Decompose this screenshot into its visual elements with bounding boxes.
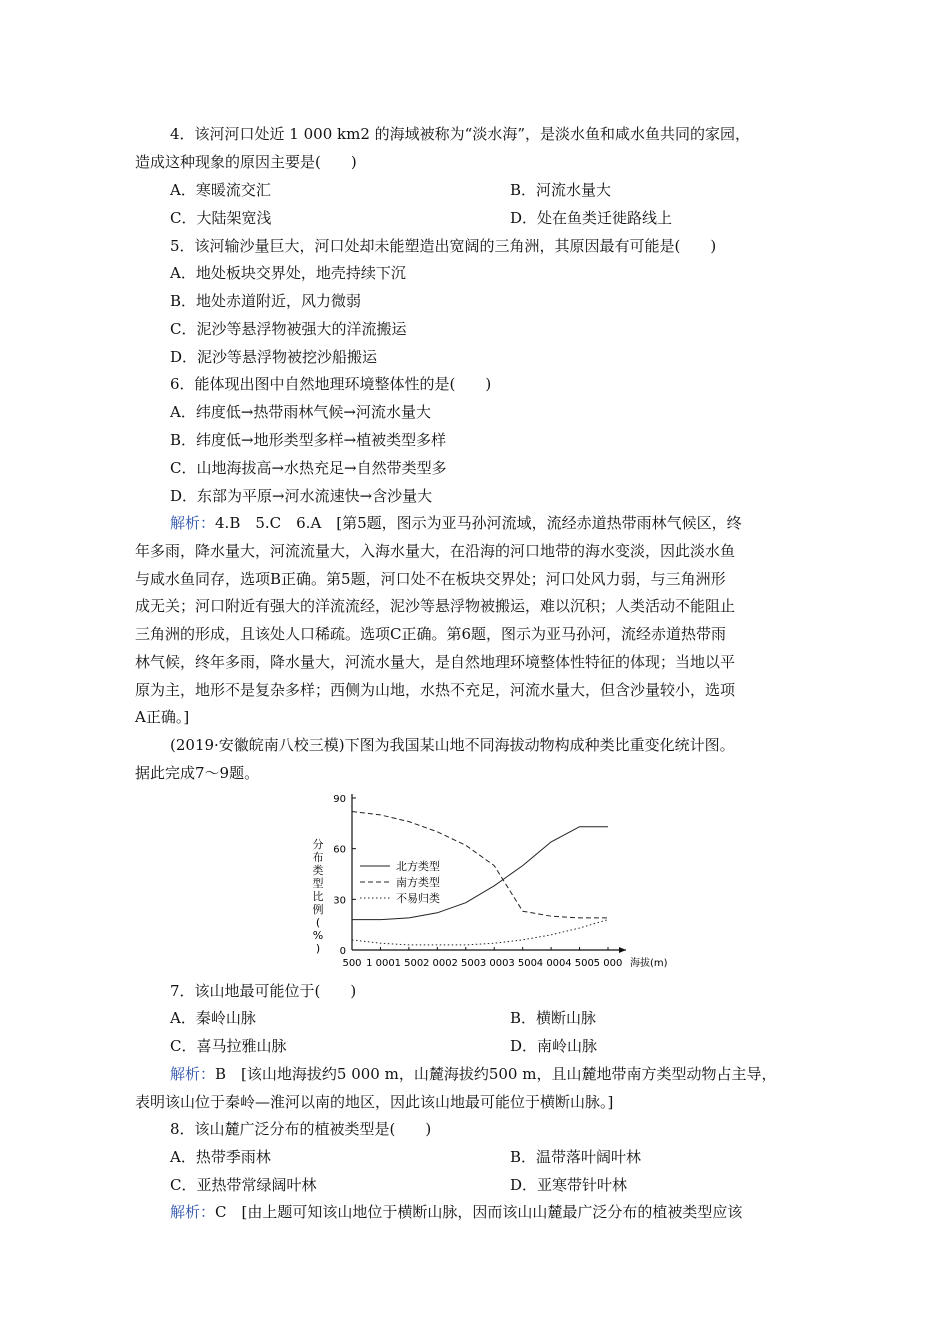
analysis1-line-6: 林气候，终年多雨，降水量大，河流水量大，是自然地理环境整体性特征的体现；当地以平 bbox=[135, 653, 736, 671]
analysis1-line-3: 与咸水鱼同存，选项B正确。第5题，河口处不在板块交界处；河口处风力弱，与三角洲形 bbox=[135, 570, 726, 588]
x-tick-label: 1 500 bbox=[394, 958, 424, 969]
analysis1-line-5: 三角洲的形成，且该处人口稀疏。选项C正确。第6题，图示为亚马孙河，流经赤道热带雨 bbox=[135, 625, 727, 643]
q6-option-d: D．东部为平原→河水流速快→含沙量大 bbox=[170, 487, 433, 505]
q6-stem: 6．能体现出图中自然地理环境整体性的是( ) bbox=[170, 375, 492, 393]
x-tick-label: 1 000 bbox=[366, 958, 395, 969]
q7-option-b: B．横断山脉 bbox=[510, 1009, 597, 1027]
analysis3-label: 解析： bbox=[170, 1203, 216, 1221]
x-tick-label: 3 000 bbox=[479, 958, 509, 969]
intro-line-2: 据此完成7～9题。 bbox=[135, 764, 260, 782]
q6-option-c: C．山地海拔高→水热充足→自然带类型多 bbox=[170, 459, 447, 477]
analysis1-line-8: A正确。] bbox=[135, 708, 190, 726]
y-tick-label: 90 bbox=[333, 794, 346, 805]
x-tick-label: 4 500 bbox=[565, 958, 594, 969]
q7-option-d: D．南岭山脉 bbox=[510, 1037, 598, 1055]
x-tick-label: 5 000 bbox=[593, 958, 623, 969]
q7-stem: 7．该山地最可能位于( ) bbox=[170, 982, 357, 1000]
series-line-0 bbox=[352, 827, 608, 920]
q5-option-d: D．泥沙等悬浮物被挖沙船搬运 bbox=[170, 348, 378, 366]
q5-option-a: A．地处板块交界处，地壳持续下沉 bbox=[170, 264, 406, 282]
x-tick-label: 4 000 bbox=[536, 958, 566, 969]
q7-option-a: A．秦岭山脉 bbox=[170, 1009, 256, 1027]
analysis1-line-7: 原为主，地形不是复杂多样；西侧为山地，水热不充足，河流水量大，但含沙量较小，选项 bbox=[135, 681, 736, 699]
q8-option-c: C．亚热带常绿阔叶林 bbox=[170, 1176, 317, 1194]
intro-line-1: (2019·安徽皖南八校三模)下图为我国某山地不同海拔动物构成种类比重变化统计图。 bbox=[170, 736, 735, 754]
q8-stem: 8．该山麓广泛分布的植被类型是( ) bbox=[170, 1120, 432, 1138]
q4-option-d: D．处在鱼类迁徙路线上 bbox=[510, 209, 673, 227]
analysis1-line-4: 成无关；河口附近有强大的洋流流经，泥沙等悬浮物被搬运，难以沉积；人类活动不能阻止 bbox=[135, 597, 736, 615]
q6-option-b: B．纬度低→地形类型多样→植被类型多样 bbox=[170, 431, 447, 449]
legend-label-0: 北方类型 bbox=[396, 860, 440, 873]
series-line-2 bbox=[352, 920, 608, 945]
x-tick-label: 2 000 bbox=[423, 958, 452, 969]
q5-stem: 5．该河输沙量巨大，河口处却未能塑造出宽阔的三角洲，其原因最有可能是( ) bbox=[170, 237, 717, 255]
q4-stem-line1: 4．该河河口处近 1 000 km2 的海域被称为“淡水海”，是淡水鱼和咸水鱼共同的家园， bbox=[170, 125, 750, 143]
analysis1-line-2: 年多雨，降水量大，河流流量大，入海水量大，在沿海的河口地带的海水变淡，因此淡水鱼 bbox=[135, 542, 736, 560]
legend-label-2: 不易归类 bbox=[396, 892, 440, 905]
q7-option-c: C．喜马拉雅山脉 bbox=[170, 1037, 287, 1055]
y-axis-label: 分布类型比例( % ) bbox=[312, 838, 324, 955]
series-line-1 bbox=[352, 812, 608, 918]
q4-stem-line2: 造成这种现象的原因主要是( ) bbox=[135, 153, 357, 171]
analysis1-line-1: 解析：4.B 5.C 6.A [第5题，图示为亚马孙河流域，流经赤道热带雨林气候区，终 bbox=[170, 514, 742, 532]
q8-option-b: B．温带落叶阔叶林 bbox=[510, 1148, 642, 1166]
q5-option-b: B．地处赤道附近，风力微弱 bbox=[170, 292, 362, 310]
analysis2-line-2: 表明该山位于秦岭—淮河以南的地区，因此该山地最可能位于横断山脉。] bbox=[135, 1093, 614, 1111]
x-tick-label: 3 500 bbox=[508, 958, 537, 969]
q4-option-b: B．河流水量大 bbox=[510, 181, 612, 199]
q4-option-c: C．大陆架宽浅 bbox=[170, 209, 272, 227]
altitude-distribution-chart bbox=[300, 790, 700, 975]
analysis2-label: 解析： bbox=[170, 1065, 216, 1083]
y-tick-label: 0 bbox=[339, 946, 346, 957]
analysis3-line-1: 解析：C [由上题可知该山地位于横断山脉，因而该山山麓最广泛分布的植被类型应该 bbox=[170, 1203, 743, 1221]
x-tick-label: 500 bbox=[342, 958, 362, 969]
analysis2-line-1: 解析：B [该山地海拔约5 000 m，山麓海拔约500 m，且山麓地带南方类型动物占主导， bbox=[170, 1065, 777, 1083]
x-tick-label: 2 500 bbox=[451, 958, 481, 969]
legend-label-1: 南方类型 bbox=[396, 876, 440, 889]
y-tick-label: 60 bbox=[333, 844, 346, 856]
y-tick-label: 30 bbox=[333, 895, 346, 907]
x-axis-arrow bbox=[619, 947, 626, 953]
q5-option-c: C．泥沙等悬浮物被强大的洋流搬运 bbox=[170, 320, 407, 338]
q6-option-a: A．纬度低→热带雨林气候→河流水量大 bbox=[170, 403, 431, 421]
q4-option-a: A．寒暖流交汇 bbox=[170, 181, 271, 199]
x-axis-label: 海拔(m) bbox=[630, 958, 668, 969]
q8-option-d: D．亚寒带针叶林 bbox=[510, 1176, 628, 1194]
q8-option-a: A．热带季雨林 bbox=[170, 1148, 271, 1166]
analysis1-label: 解析： bbox=[170, 514, 216, 532]
